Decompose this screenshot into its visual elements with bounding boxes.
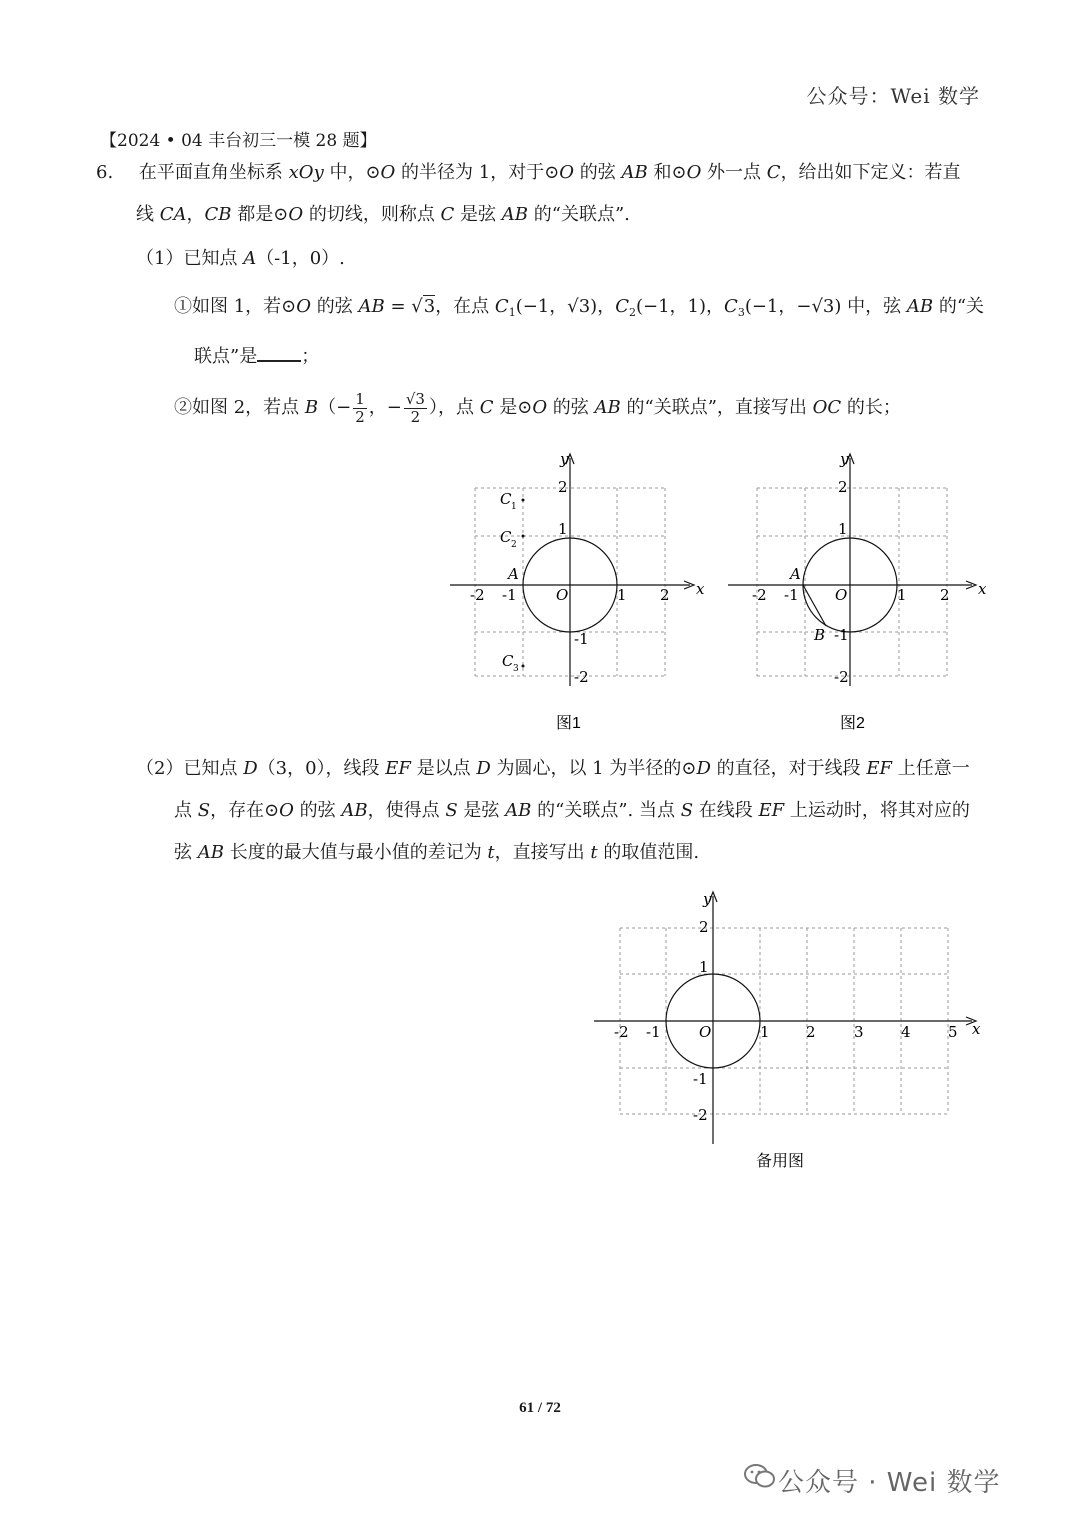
page-number: 61 / 72 — [519, 1400, 561, 1416]
header-account: 公众号：Wei 数学 — [806, 84, 980, 108]
figure-1 — [440, 448, 710, 738]
xtick: 1 — [897, 586, 907, 604]
text: ，使得点 — [367, 800, 446, 821]
text: 是⊙ — [493, 397, 533, 418]
text: 的取值范围. — [597, 842, 700, 863]
math-ab: AB — [358, 296, 385, 317]
x-axis-label: x — [972, 1020, 981, 1038]
part2-line-1 — [136, 754, 970, 784]
text: （-1，0）. — [256, 248, 345, 269]
math-t: t — [590, 842, 598, 863]
problem-line-2 — [136, 200, 630, 230]
fraction-half — [353, 391, 367, 426]
ytick: 1 — [558, 520, 568, 538]
text: 都是⊙ — [231, 204, 289, 225]
math-ab: AB — [501, 204, 529, 225]
text: 的“关联点”. — [528, 204, 630, 225]
fraction-sqrt3-half — [404, 391, 427, 426]
watermark: 公众号 · Wei 数学 — [778, 1468, 1001, 1498]
text: (−1，−√3) — [744, 296, 842, 317]
subscript: 3 — [513, 664, 519, 674]
part1-q2 — [174, 386, 901, 430]
part2-line-3 — [174, 838, 699, 868]
math-d: D — [696, 758, 711, 779]
numerator: √3 — [405, 389, 425, 408]
text: ，存在⊙ — [210, 800, 280, 821]
text: 的切线，则称点 — [303, 204, 441, 225]
answer-blank[interactable] — [257, 346, 301, 362]
xtick: -2 — [470, 586, 485, 604]
text: （2）已知点 — [136, 758, 244, 779]
text: ，给出如下定义：若直 — [780, 162, 961, 183]
math-d: D — [243, 758, 258, 779]
x-axis-label: x — [696, 580, 705, 598]
ytick: 1 — [699, 958, 709, 976]
text: 外一点 — [701, 162, 767, 183]
math-ca: CA — [159, 204, 187, 225]
math-cb: CB — [204, 204, 232, 225]
text: 弦 — [174, 842, 198, 863]
xtick: 1 — [760, 1023, 770, 1041]
math-o: O — [532, 397, 548, 418]
text: 是弦 — [454, 204, 502, 225]
ytick: -2 — [834, 668, 849, 686]
part1-header — [136, 244, 345, 274]
xtick: 2 — [940, 586, 950, 604]
math-t: t — [487, 842, 495, 863]
subscript: 1 — [508, 306, 516, 319]
text: ； — [301, 346, 320, 367]
part2-line-2 — [174, 796, 970, 826]
text: ），点 — [428, 397, 480, 418]
xtick: -2 — [614, 1023, 629, 1041]
numerator: 1 — [355, 389, 365, 408]
ytick: -2 — [693, 1106, 708, 1124]
text: 在平面直角坐标系 — [138, 162, 289, 183]
text: 的“关 — [933, 296, 985, 317]
text: ，直接写出 — [494, 842, 591, 863]
origin-label: O — [699, 1023, 712, 1041]
math-o: O — [559, 162, 575, 183]
text: （3，0），线段 — [257, 758, 386, 779]
figure-spare — [586, 886, 996, 1186]
text: （1）已知点 — [136, 248, 244, 269]
xtick: 2 — [806, 1023, 816, 1041]
text: (−1，1) — [636, 296, 707, 317]
text: 的直径，对于线段 — [710, 758, 867, 779]
math-c1: C — [494, 296, 509, 317]
text: 中，⊙ — [323, 162, 381, 183]
point-c1-label: C — [500, 490, 512, 508]
text: 是以点 — [410, 758, 477, 779]
text: 线 — [136, 204, 160, 225]
text: 上任意一 — [892, 758, 970, 779]
xtick: 5 — [948, 1023, 958, 1041]
text: ，在点 — [435, 296, 495, 317]
math-ef: EF — [385, 758, 411, 779]
subscript: 2 — [629, 306, 636, 319]
text: ，− — [368, 397, 402, 418]
problem-number: 6. — [96, 162, 114, 183]
math-b: B — [304, 397, 319, 418]
ytick: 1 — [838, 520, 848, 538]
subscript: 2 — [511, 540, 517, 550]
math-ab: AB — [906, 296, 934, 317]
ytick: 2 — [838, 478, 848, 496]
text: 的“关联点”，直接写出 — [620, 397, 813, 418]
text: 的长； — [841, 397, 901, 418]
math-c: C — [440, 204, 455, 225]
denominator: 2 — [355, 407, 365, 426]
math-ab: AB — [341, 800, 368, 821]
math-ab: AB — [621, 162, 648, 183]
text: (−1，√3) — [515, 296, 598, 317]
ytick: -1 — [834, 626, 849, 644]
text: ①如图 1，若⊙ — [174, 296, 297, 317]
text: 的弦 — [547, 397, 595, 418]
point-a-label: A — [508, 565, 519, 583]
math-o: O — [296, 296, 312, 317]
math-o: O — [686, 162, 702, 183]
text: 联点”是 — [194, 346, 258, 367]
math-xoy: xOy — [288, 162, 324, 183]
text: 的“关联点”. 当点 — [531, 800, 681, 821]
math-s: S — [197, 800, 211, 821]
figure-2 — [722, 448, 992, 738]
text: 点 — [174, 800, 198, 821]
xtick: 2 — [660, 586, 670, 604]
ytick: -1 — [693, 1070, 708, 1088]
ytick: -1 — [574, 630, 589, 648]
denominator: 2 — [410, 407, 421, 426]
math-c: C — [479, 397, 494, 418]
math-ab: AB — [197, 842, 224, 863]
xtick: -1 — [646, 1023, 661, 1041]
figure-spare-caption: 备用图 — [756, 1153, 805, 1170]
text: 上运动时，将其对应的 — [784, 800, 970, 821]
math-ab: AB — [505, 800, 532, 821]
ytick: 2 — [558, 478, 568, 496]
point-c3-label: C — [502, 652, 514, 670]
text: = — [384, 296, 412, 317]
point-a-label: A — [790, 565, 801, 583]
text: 的弦 — [293, 800, 342, 821]
math-oc: OC — [812, 397, 842, 418]
xtick: 3 — [854, 1023, 864, 1041]
text: 中，弦 — [841, 296, 907, 317]
ytick: 2 — [699, 918, 709, 936]
math-a: A — [243, 248, 257, 269]
text: 是弦 — [457, 800, 506, 821]
text: （− — [318, 397, 352, 418]
y-axis-label: y — [840, 450, 849, 468]
part1-q1-line2 — [194, 342, 319, 372]
origin-label: O — [835, 586, 848, 604]
math-o: O — [279, 800, 294, 821]
math-c: C — [766, 162, 781, 183]
math-d: D — [476, 758, 491, 779]
source-tag: 【2024 • 04 丰台初三一模 28 题】 — [100, 131, 377, 151]
math-ef: EF — [866, 758, 893, 779]
math-c3: C — [724, 296, 738, 317]
point-b-label: B — [814, 626, 826, 644]
subscript: 1 — [511, 502, 517, 512]
xtick: 4 — [901, 1023, 911, 1041]
figure-1-caption: 图1 — [556, 715, 581, 732]
math-o: O — [288, 204, 304, 225]
wechat-icon — [744, 1462, 776, 1490]
xtick: -1 — [784, 586, 799, 604]
xtick: -2 — [752, 586, 767, 604]
text: 为圆心，以 1 为半径的⊙ — [490, 758, 697, 779]
text: 的半径为 1，对于⊙ — [395, 162, 560, 183]
problem-line-1 — [96, 158, 961, 188]
text: 在线段 — [693, 800, 759, 821]
math-sqrt3: 3 — [423, 296, 436, 317]
math-s: S — [445, 800, 458, 821]
math-ef: EF — [758, 800, 785, 821]
point-c2-label: C — [500, 528, 512, 546]
math-c2: C — [615, 296, 629, 317]
math-ab: AB — [594, 397, 621, 418]
text: 的弦 — [311, 296, 359, 317]
y-axis-label: y — [703, 890, 712, 908]
text: ②如图 2，若点 — [174, 397, 305, 418]
figure-2-caption: 图2 — [840, 715, 865, 732]
origin-label: O — [556, 586, 569, 604]
ytick: -2 — [574, 668, 589, 686]
text: 长度的最大值与最小值的差记为 — [223, 842, 488, 863]
subscript: 3 — [737, 306, 745, 319]
y-axis-label: y — [560, 450, 569, 468]
math-o: O — [380, 162, 396, 183]
text: 和⊙ — [647, 162, 687, 183]
text: ， — [186, 204, 205, 225]
xtick: -1 — [502, 586, 517, 604]
x-axis-label: x — [978, 580, 987, 598]
math-s: S — [680, 800, 694, 821]
xtick: 1 — [617, 586, 627, 604]
part1-q1-line1: ①如图 1，若⊙O 的弦 AB = √3，在点 $C_1(-1$，√3)，$C_2(-1$，1)，$C_3(-1$，−√3) 中，弦 AB 的“关 — [174, 296, 985, 319]
text: 的弦 — [574, 162, 622, 183]
